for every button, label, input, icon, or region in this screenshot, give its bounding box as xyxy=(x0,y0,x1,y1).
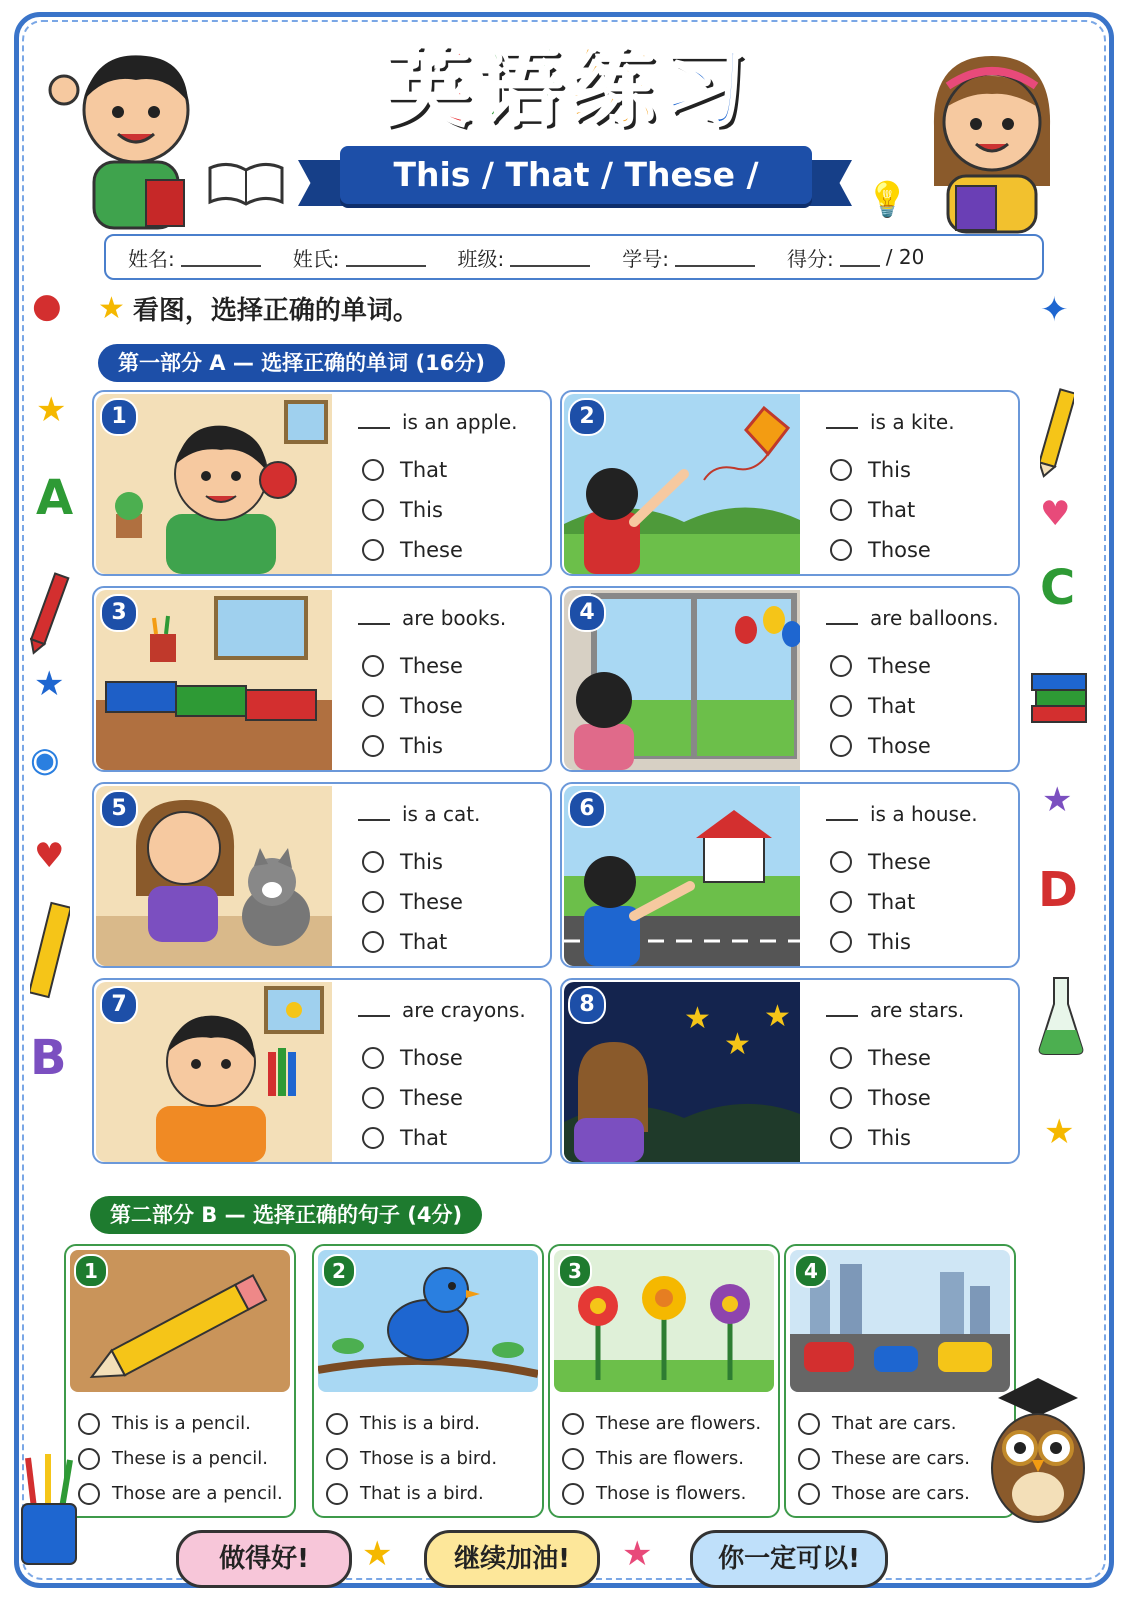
question-number: 6 xyxy=(568,790,606,828)
radio-circle[interactable] xyxy=(830,655,852,677)
prompt-text: are crayons. xyxy=(402,998,526,1022)
option[interactable] xyxy=(830,842,931,882)
flask-icon xyxy=(1036,974,1086,1058)
option[interactable] xyxy=(562,1406,761,1441)
question-prompt xyxy=(358,606,506,630)
option-label: This xyxy=(868,930,911,954)
option-label: Those xyxy=(868,538,931,562)
radio-circle[interactable] xyxy=(830,1127,852,1149)
question-prompt xyxy=(826,410,955,434)
prompt-text: is a kite. xyxy=(870,410,955,434)
radio-circle[interactable] xyxy=(362,539,384,561)
class-label: 班级: xyxy=(457,246,505,271)
option-label: Those is a bird. xyxy=(360,1448,498,1469)
answer-blank xyxy=(826,427,858,429)
radio-circle[interactable] xyxy=(830,539,852,561)
cheer-you-can-do-it: 你一定可以! xyxy=(690,1530,888,1588)
options-list xyxy=(798,1406,970,1511)
prompt-text: is a cat. xyxy=(402,802,481,826)
option[interactable] xyxy=(830,1038,931,1078)
page-title xyxy=(318,38,818,138)
option[interactable] xyxy=(326,1441,497,1476)
option-label: Those xyxy=(868,1086,931,1110)
question-number: 4 xyxy=(568,594,606,632)
option[interactable] xyxy=(362,450,463,490)
star-icon: ★ xyxy=(362,1534,393,1574)
option[interactable] xyxy=(362,726,463,766)
option[interactable] xyxy=(798,1441,970,1476)
option-label: These xyxy=(868,850,931,874)
option-label: These xyxy=(868,654,931,678)
radio-circle[interactable] xyxy=(362,459,384,481)
option[interactable] xyxy=(362,842,463,882)
radio-circle[interactable] xyxy=(830,1047,852,1069)
option-label: Those are cars. xyxy=(832,1483,970,1504)
radio-circle[interactable] xyxy=(326,1413,348,1435)
svg-text:★: ★ xyxy=(764,999,791,1034)
part-b-header: 第二部分 B — 选择正确的句子 (4分) xyxy=(90,1196,482,1234)
radio-circle[interactable] xyxy=(830,459,852,481)
answer-blank xyxy=(826,819,858,821)
option[interactable] xyxy=(362,686,463,726)
options-list xyxy=(362,1038,463,1158)
option-label: That are cars. xyxy=(832,1413,957,1434)
option-label: This xyxy=(400,734,443,758)
letter-d-decor: D xyxy=(1038,862,1078,918)
option[interactable] xyxy=(830,882,931,922)
option[interactable] xyxy=(362,646,463,686)
radio-circle[interactable] xyxy=(830,735,852,757)
star-icon: ★ xyxy=(1044,1112,1075,1152)
score-label: 得分: xyxy=(787,246,834,271)
radio-circle[interactable] xyxy=(562,1413,584,1435)
prompt-text: are stars. xyxy=(870,998,965,1022)
option[interactable] xyxy=(798,1476,970,1511)
prompt-text: is an apple. xyxy=(402,410,518,434)
ruler-icon xyxy=(30,900,70,1000)
instruction xyxy=(98,290,419,327)
option-label: These are flowers. xyxy=(596,1413,762,1434)
option[interactable] xyxy=(798,1406,970,1441)
question-card-6 xyxy=(560,782,1020,968)
options-list xyxy=(326,1406,497,1511)
star-icon: ★ xyxy=(36,390,67,430)
name-field[interactable] xyxy=(181,247,261,267)
option-label: That xyxy=(400,458,448,482)
option[interactable] xyxy=(78,1406,283,1441)
name-label: 姓名: xyxy=(128,246,175,271)
title-char-3: 练 xyxy=(568,38,660,138)
options-list xyxy=(830,842,931,962)
option[interactable] xyxy=(830,922,931,962)
option-label: This is a pencil. xyxy=(112,1413,251,1434)
options-list xyxy=(362,646,463,766)
option-label: These xyxy=(400,538,463,562)
option[interactable] xyxy=(362,882,463,922)
radio-circle[interactable] xyxy=(362,735,384,757)
heart-icon: ♥ xyxy=(1040,494,1071,534)
books-stack-icon xyxy=(1028,670,1090,726)
prompt-text: are books. xyxy=(402,606,507,630)
radio-circle[interactable] xyxy=(362,1047,384,1069)
option-label: These xyxy=(400,654,463,678)
question-prompt xyxy=(358,998,526,1022)
question-number: 2 xyxy=(322,1254,356,1288)
question-number: 1 xyxy=(74,1254,108,1288)
options-list xyxy=(362,842,463,962)
option-label: This xyxy=(400,498,443,522)
question-prompt xyxy=(826,802,978,826)
answer-blank xyxy=(826,623,858,625)
option[interactable] xyxy=(830,686,931,726)
owl-graduate-illustration xyxy=(978,1368,1098,1528)
sentence-card-1 xyxy=(64,1244,296,1518)
option[interactable] xyxy=(362,490,463,530)
question-prompt xyxy=(826,998,964,1022)
option-label: Those xyxy=(868,734,931,758)
option-label: Those xyxy=(400,1046,463,1070)
question-number: 5 xyxy=(100,790,138,828)
options-list xyxy=(830,646,931,766)
option[interactable] xyxy=(830,1118,931,1158)
svg-text:★: ★ xyxy=(724,1027,751,1062)
prompt-text: is a house. xyxy=(870,802,978,826)
title-char-4: 习 xyxy=(660,38,752,138)
option-label: That xyxy=(868,694,916,718)
radio-circle[interactable] xyxy=(362,655,384,677)
prompt-text: are balloons. xyxy=(870,606,999,630)
question-card-4 xyxy=(560,586,1020,772)
question-prompt xyxy=(358,410,518,434)
pencil-icon xyxy=(1040,380,1074,480)
option[interactable] xyxy=(830,646,931,686)
question-card-7 xyxy=(92,978,552,1164)
option[interactable] xyxy=(362,1078,463,1118)
cheer-well-done: 做得好! xyxy=(176,1530,352,1588)
radio-circle[interactable] xyxy=(830,1087,852,1109)
radio-circle[interactable] xyxy=(798,1483,820,1505)
open-book-icon xyxy=(206,158,286,208)
butterfly-icon: ✦ xyxy=(1040,290,1069,330)
pencil-cup-illustration xyxy=(14,1448,84,1568)
options-list xyxy=(362,450,463,570)
sentence-card-3 xyxy=(548,1244,780,1518)
option-label: These xyxy=(400,890,463,914)
radio-circle[interactable] xyxy=(830,851,852,873)
surname-field[interactable] xyxy=(346,247,426,267)
option[interactable] xyxy=(362,530,463,570)
option-label: That xyxy=(868,890,916,914)
radio-circle[interactable] xyxy=(362,499,384,521)
star-icon: ★ xyxy=(1042,780,1073,820)
option[interactable] xyxy=(830,450,931,490)
option[interactable] xyxy=(562,1476,761,1511)
radio-circle[interactable] xyxy=(798,1413,820,1435)
option[interactable] xyxy=(830,1078,931,1118)
question-prompt xyxy=(358,802,480,826)
question-number: 8 xyxy=(568,986,606,1024)
title-char-1: 英 xyxy=(384,38,476,138)
question-card-2 xyxy=(560,390,1020,576)
answer-blank xyxy=(358,623,390,625)
question-card-1 xyxy=(92,390,552,576)
answer-blank xyxy=(358,427,390,429)
option-label: This is a bird. xyxy=(360,1413,481,1434)
question-card-8 xyxy=(560,978,1020,1164)
sentence-card-2 xyxy=(312,1244,544,1518)
option-label: That xyxy=(400,1126,448,1150)
girl-waving-illustration xyxy=(912,36,1072,236)
letter-c-decor: C xyxy=(1040,560,1076,616)
radio-circle[interactable] xyxy=(78,1413,100,1435)
option[interactable] xyxy=(830,490,931,530)
option-label: These are cars. xyxy=(832,1448,970,1469)
star-icon: ★ xyxy=(622,1534,653,1574)
subtitle-banner: This / That / These / Those xyxy=(340,146,812,204)
question-card-5 xyxy=(92,782,552,968)
radio-circle[interactable] xyxy=(326,1483,348,1505)
option[interactable] xyxy=(362,1118,463,1158)
option-label: Those is flowers. xyxy=(596,1483,747,1504)
option-label: This xyxy=(868,458,911,482)
option-label: These is a pencil. xyxy=(112,1448,269,1469)
radio-circle[interactable] xyxy=(362,931,384,953)
option[interactable] xyxy=(326,1476,497,1511)
title-char-2: 语 xyxy=(476,38,568,138)
student-id-field[interactable] xyxy=(675,247,755,267)
answer-blank xyxy=(826,1015,858,1017)
option[interactable] xyxy=(830,726,931,766)
radio-circle[interactable] xyxy=(362,1087,384,1109)
option[interactable] xyxy=(78,1476,283,1511)
radio-circle[interactable] xyxy=(362,1127,384,1149)
part-a-header: 第一部分 A — 选择正确的单词 (16分) xyxy=(98,344,505,382)
question-number: 1 xyxy=(100,398,138,436)
crayon-icon xyxy=(30,566,70,656)
option[interactable] xyxy=(362,1038,463,1078)
score-total: / 20 xyxy=(885,245,925,269)
option-label: That xyxy=(868,498,916,522)
option-label: These xyxy=(868,1046,931,1070)
score-field[interactable] xyxy=(840,247,880,267)
svg-text:★: ★ xyxy=(684,1001,711,1036)
option-label: These xyxy=(400,1086,463,1110)
surname-label: 姓氏: xyxy=(292,246,340,271)
lightbulb-icon: 💡 xyxy=(866,180,909,220)
question-prompt xyxy=(826,606,999,630)
student-info-bar xyxy=(104,234,1044,280)
option-label: That xyxy=(400,930,448,954)
option[interactable] xyxy=(562,1441,761,1476)
answer-blank xyxy=(358,819,390,821)
options-list xyxy=(830,450,931,570)
option[interactable] xyxy=(326,1406,497,1441)
option-label: This xyxy=(400,850,443,874)
cheer-keep-going: 继续加油! xyxy=(424,1530,600,1588)
option-label: This are flowers. xyxy=(596,1448,744,1469)
question-card-3 xyxy=(92,586,552,772)
radio-circle[interactable] xyxy=(830,499,852,521)
radio-circle[interactable] xyxy=(326,1448,348,1470)
radio-circle[interactable] xyxy=(362,851,384,873)
globe-icon: ◉ xyxy=(30,740,60,780)
option-label: That is a bird. xyxy=(360,1483,484,1504)
options-list xyxy=(78,1406,283,1511)
question-number: 7 xyxy=(100,986,138,1024)
option-label: Those are a pencil. xyxy=(112,1483,283,1504)
radio-circle[interactable] xyxy=(830,891,852,913)
radio-circle[interactable] xyxy=(562,1483,584,1505)
question-number: 3 xyxy=(100,594,138,632)
radio-circle[interactable] xyxy=(562,1448,584,1470)
star-icon: ★ xyxy=(34,664,65,704)
class-field[interactable] xyxy=(510,247,590,267)
apple-icon: ● xyxy=(32,286,62,326)
option-label: Those xyxy=(400,694,463,718)
radio-circle[interactable] xyxy=(830,931,852,953)
options-list xyxy=(830,1038,931,1158)
question-number: 4 xyxy=(794,1254,828,1288)
answer-blank xyxy=(358,1015,390,1017)
question-number: 2 xyxy=(568,398,606,436)
option-label: This xyxy=(868,1126,911,1150)
radio-circle[interactable] xyxy=(798,1448,820,1470)
student-id-label: 学号: xyxy=(622,246,669,271)
star-icon: ★ xyxy=(98,291,125,326)
option[interactable] xyxy=(362,922,463,962)
letter-a-decor: A xyxy=(36,470,74,526)
heart-icon: ♥ xyxy=(34,836,65,876)
letter-b-decor: B xyxy=(30,1030,67,1086)
option[interactable] xyxy=(830,530,931,570)
instruction-text: 看图，选择正确的单词。 xyxy=(132,296,419,326)
option[interactable] xyxy=(78,1441,283,1476)
radio-circle[interactable] xyxy=(362,695,384,717)
radio-circle[interactable] xyxy=(830,695,852,717)
options-list xyxy=(562,1406,761,1511)
question-number: 3 xyxy=(558,1254,592,1288)
radio-circle[interactable] xyxy=(362,891,384,913)
